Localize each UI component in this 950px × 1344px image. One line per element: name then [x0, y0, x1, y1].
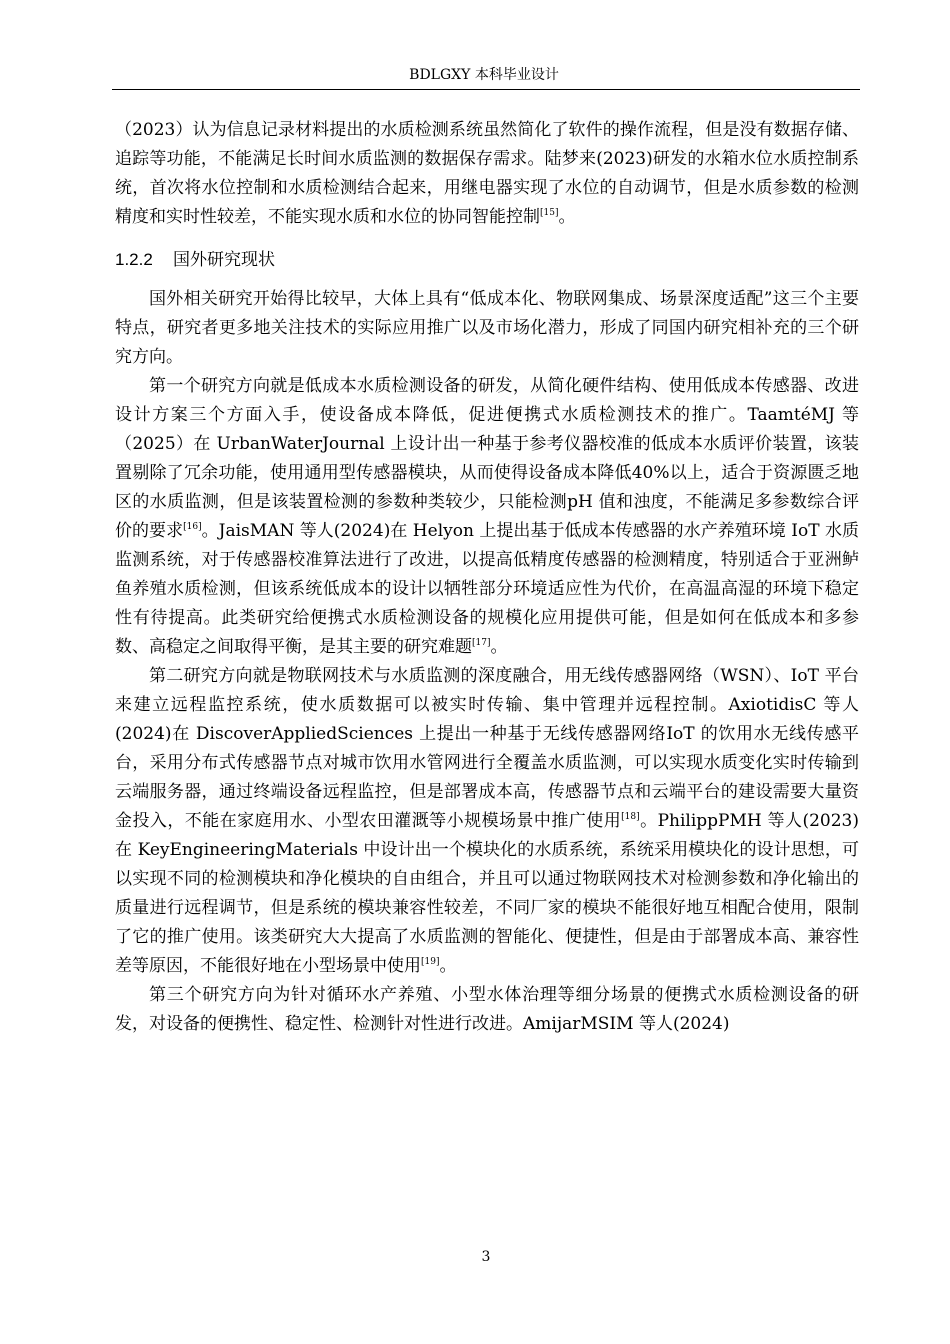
paragraph-text: 第三个研究方向为针对循环水产养殖、小型水体治理等细分场景的便携式水质检测设备的研发，对设备的便携性、稳定性、检测针对性进行改进。AmijarMSIM 等人(2024)	[115, 985, 859, 1034]
section-heading	[115, 247, 859, 273]
paragraph-text: 。	[439, 956, 457, 976]
citation-mark: [19]	[421, 957, 440, 967]
paragraph-text: 。JaisMAN 等人(2024)在 Helyon 上提出基于低成本传感器的水产养殖环境 IoT 水质监测系统，对于传感器校准算法进行了改进，以提高低精度传感器的检测精度，特别适合于亚洲鲈鱼养殖水质检测，但该系统低成本的设计以牺牲部分环境适应性为代价，在高温高湿的环境下稳定性有待提高。此类研究给便携式水质检测设备的规模化应用提供可能，但是如何在低成本和多参数、高稳定之间取得平衡，是其主要的研究难题	[115, 521, 859, 657]
page-body	[115, 116, 859, 1039]
section-number: 1.2.2	[115, 250, 153, 269]
citation-mark: [16]	[183, 522, 202, 532]
paragraph-text: 国外相关研究开始得比较早，大体上具有“低成本化、物联网集成、场景深度适配”这三个主要特点，研究者更多地关注技术的实际应用推广以及市场化潜力，形成了同国内研究相补充的三个研究方向。	[115, 289, 859, 367]
paragraph-text: 。PhilippPMH 等人(2023)在 KeyEngineeringMaterials 中设计出一个模块化的水质系统，系统采用模块化的设计思想，可以实现不同的检测模块和净化模块的自由组合，并且可以通过物联网技术对检测参数和净化输出的质量进行远程调节，但是系统的模块兼容性较差，不同厂家的模块不能很好地互相配合使用，限制了它的推广使用。该类研究大大提高了水质监测的智能化、便捷性，但是由于部署成本高、兼容性差等原因，不能很好地在小型场景中使用	[115, 811, 859, 976]
body-paragraph	[115, 285, 859, 372]
citation-mark: [18]	[621, 812, 640, 822]
section-title: 国外研究现状	[173, 250, 275, 269]
body-paragraph	[115, 116, 859, 232]
page-number: 3	[481, 1249, 491, 1265]
header-divider	[112, 89, 860, 90]
paragraph-text: 第二研究方向就是物联网技术与水质监测的深度融合，用无线传感器网络（WSN）、IoT 平台来建立远程监控系统，使水质数据可以被实时传输、集中管理并远程控制。AxiotidisC 等人(2024)在 DiscoverAppliedSciences 上提出一种基于无线传感器网络IoT 的饮用水无线传感平台，采用分布式传感器节点对城市饮用水管网进行全覆盖水质监测，可以实现水质变化实时传输到云端服务器，通过终端设备远程监控，但是部署成本高，传感器节点和云端平台的建设需要大量资金投入，不能在家庭用水、小型农田灌溉等小规模场景中推广使用	[115, 666, 859, 831]
body-paragraph	[115, 981, 859, 1039]
paragraph-text: 第一个研究方向就是低成本水质检测设备的研发，从简化硬件结构、使用低成本传感器、改进设计方案三个方面入手，使设备成本降低，促进便携式水质检测技术的推广。TaamtéMJ 等（2025）在 UrbanWaterJournal 上设计出一种基于参考仪器校准的低成本水质评价装置，该装置剔除了冗余功能，使用通用型传感器模块，从而使得设备成本降低40%以上，适合于资源匮乏地区的水质监测，但是该装置检测的参数种类较少，只能检测pH 值和浊度，不能满足多参数综合评价的要求	[115, 376, 859, 541]
paragraph-text: （2023）认为信息记录材料提出的水质检测系统虽然简化了软件的操作流程，但是没有数据存储、追踪等功能，不能满足长时间水质监测的数据保存需求。陆梦来(2023)研发的水箱水位水质控制系统，首次将水位控制和水质检测结合起来，用继电器实现了水位的自动调节，但是水质参数的检测精度和实时性较差，不能实现水质和水位的协同智能控制	[115, 120, 859, 227]
citation-mark: [15]	[540, 208, 559, 218]
paragraph-text: 。	[558, 207, 576, 227]
paragraph-text: 。	[490, 637, 508, 657]
body-paragraph	[115, 662, 859, 981]
body-paragraph	[115, 372, 859, 662]
page-header: BDLGXY 本科毕业设计	[409, 67, 559, 83]
citation-mark: [17]	[472, 638, 491, 648]
